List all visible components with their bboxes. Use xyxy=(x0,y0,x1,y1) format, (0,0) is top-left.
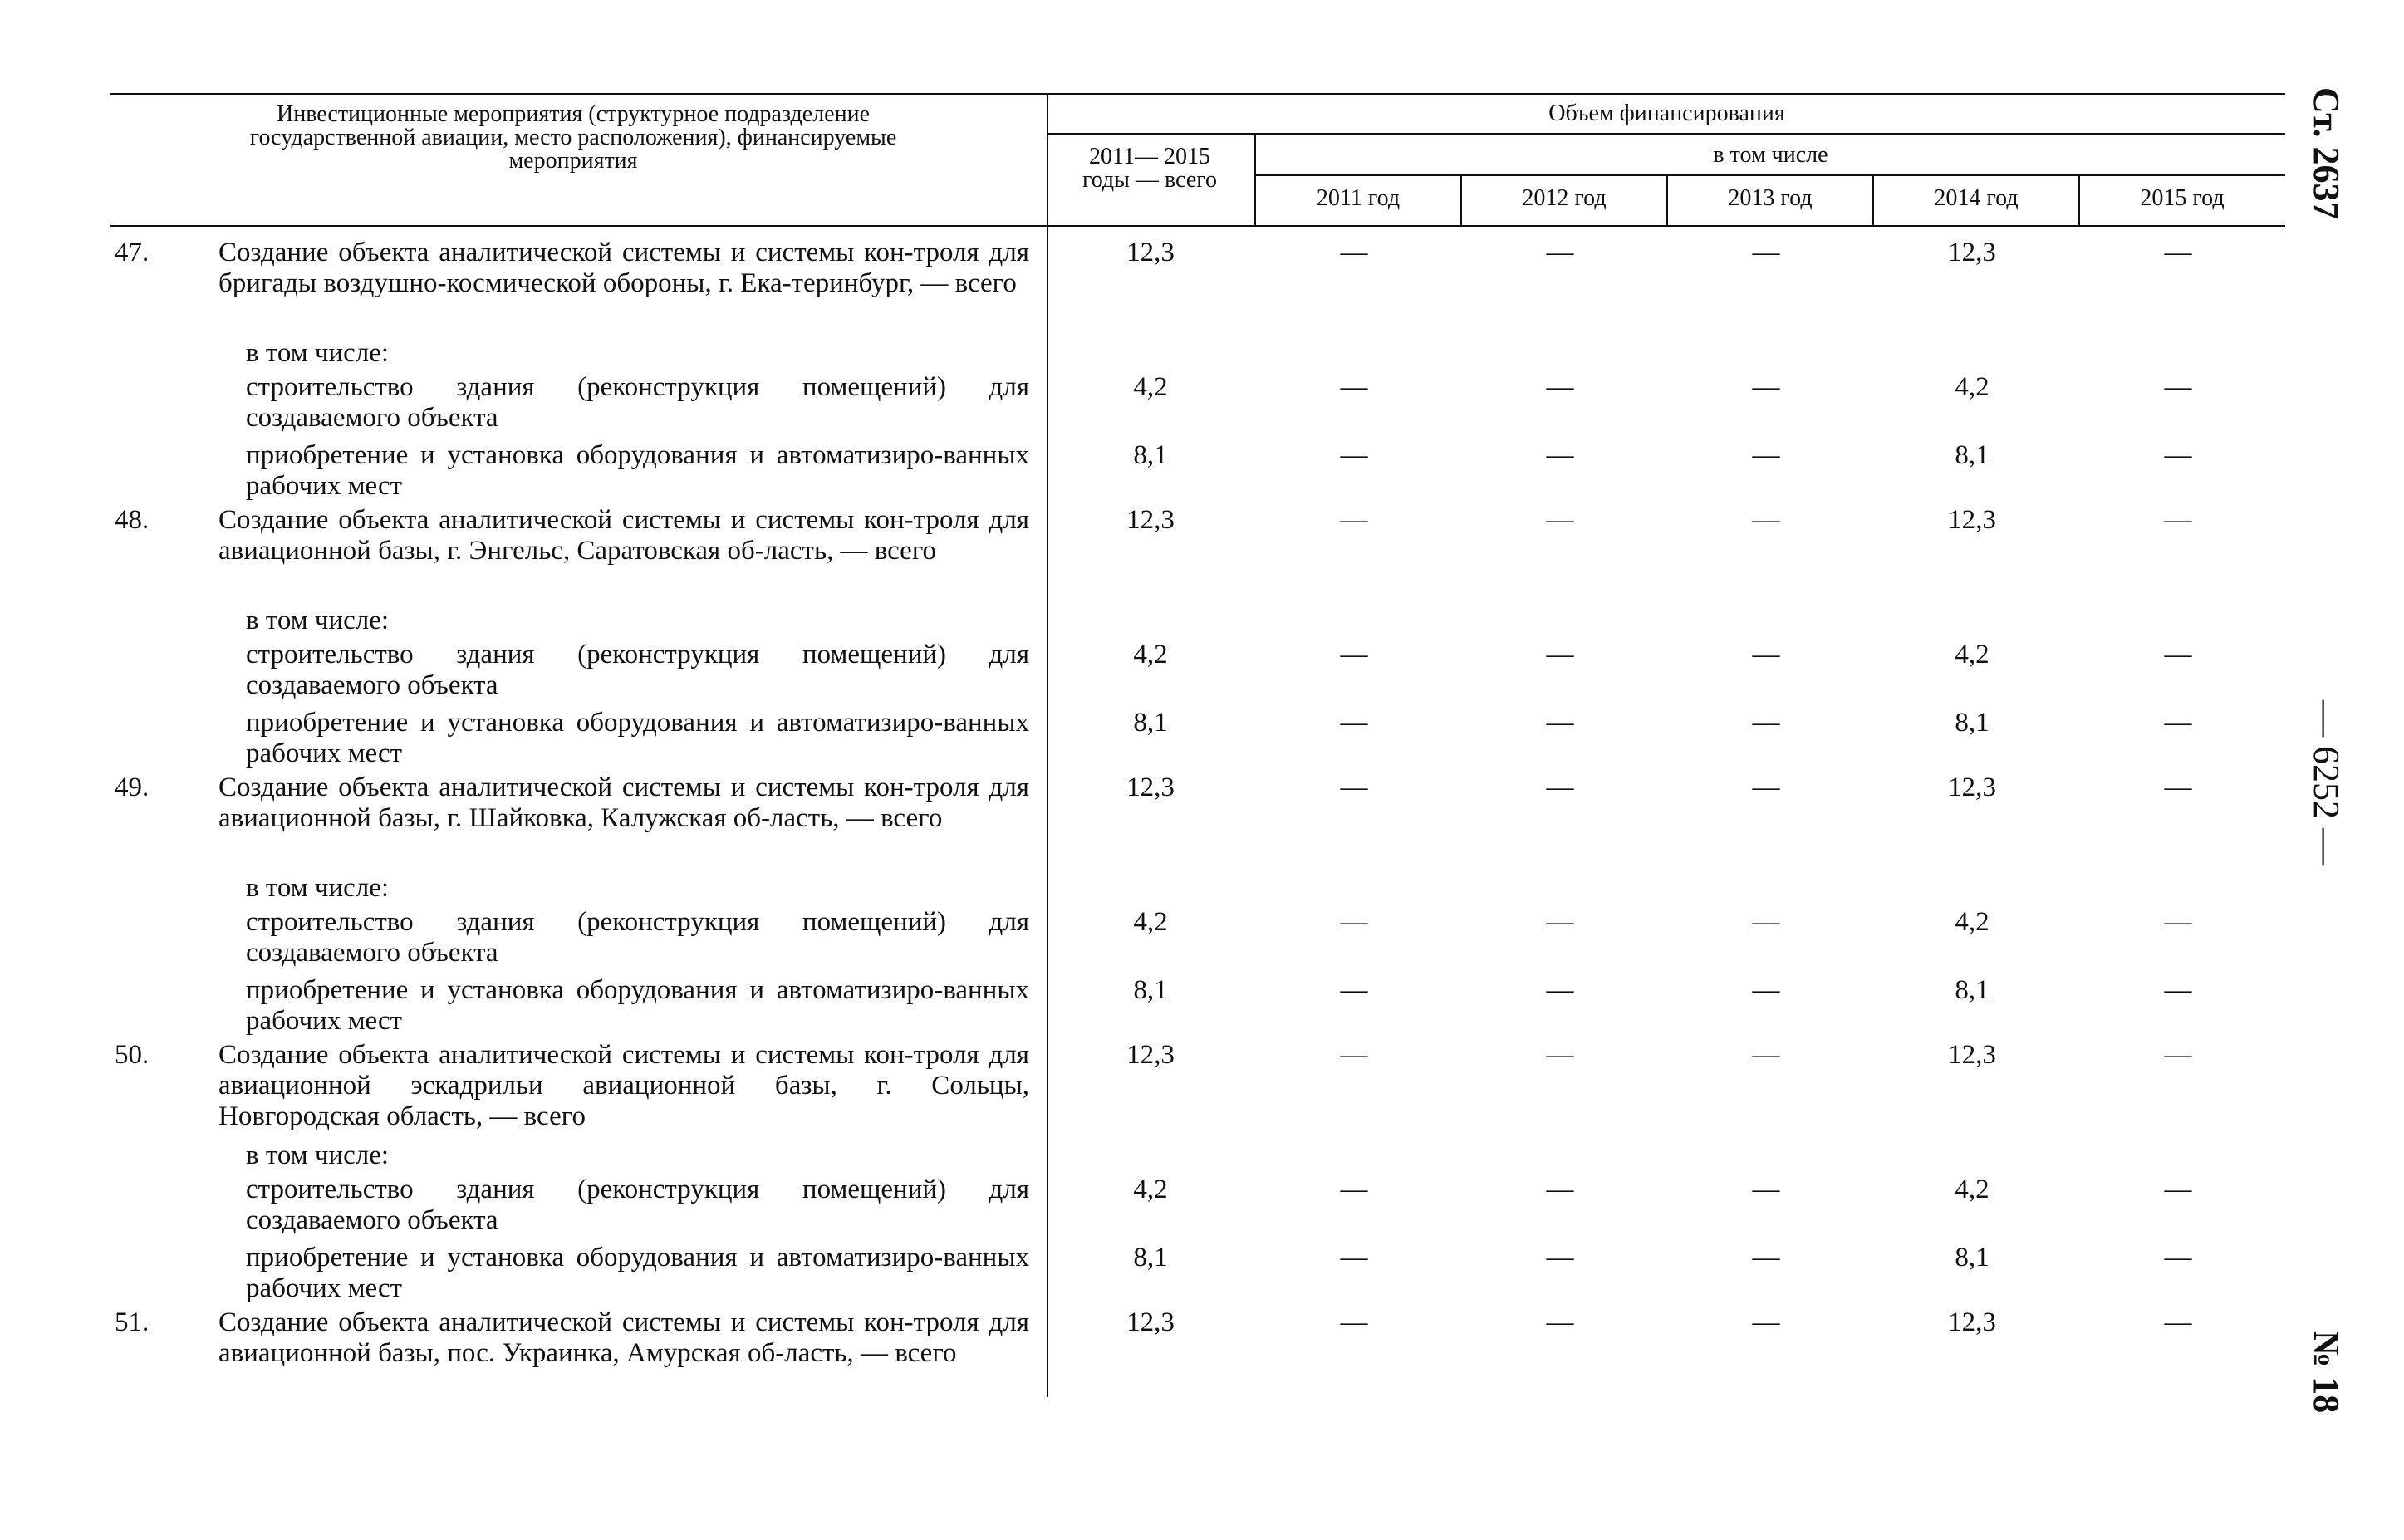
row-subitem-text: строительство здания (реконструкция помещений) для создаваемого объекта xyxy=(246,1175,1029,1235)
cell-year-2015: — xyxy=(2164,238,2192,267)
cell-year-2014: 4,2 xyxy=(1955,372,1989,402)
row-subitem-text: в том числе: xyxy=(246,338,390,368)
cell-year-2011: — xyxy=(1340,772,1368,802)
header-including: в том числе xyxy=(1713,142,1828,168)
cell-year-2013: — xyxy=(1752,708,1780,738)
row-subitem-text: в том числе: xyxy=(246,873,390,903)
cell-year-2011: — xyxy=(1340,1307,1368,1337)
cell-total: 4,2 xyxy=(1133,907,1168,937)
cell-year-2011: — xyxy=(1340,238,1368,267)
cell-year-2011: — xyxy=(1340,907,1368,937)
side-page-ref: Ст. 2637 xyxy=(2306,87,2347,220)
header-activity: Инвестиционные мероприятия (структурное подразделение государственной авиации, место расположения), финансируемые мероприятия xyxy=(249,101,897,174)
row-activity-text: Создание объекта аналитической системы и системы кон-троля для авиационной базы, пос. Украинка, Амурская об-ласть, — всего xyxy=(218,1307,1029,1368)
cell-year-2011: — xyxy=(1340,975,1368,1005)
row-activity-text: Создание объекта аналитической системы и системы кон-троля для бригады воздушно-космической обороны, г. Ека-теринбург, — всего xyxy=(218,238,1029,298)
cell-year-2014: 8,1 xyxy=(1955,1243,1989,1273)
row-number: 47. xyxy=(115,238,150,267)
cell-year-2013: — xyxy=(1752,505,1780,535)
cell-year-2012: — xyxy=(1546,505,1574,535)
cell-year-2012: — xyxy=(1546,975,1574,1005)
cell-year-2015: — xyxy=(2164,975,2192,1005)
cell-year-2015: — xyxy=(2164,640,2192,669)
row-subitem-text: строительство здания (реконструкция помещений) для создаваемого объекта xyxy=(246,640,1029,700)
cell-year-2013: — xyxy=(1752,440,1780,470)
row-number: 48. xyxy=(115,505,150,535)
header-year-2011: 2011 год xyxy=(1316,185,1401,211)
cell-total: 4,2 xyxy=(1133,640,1168,669)
cell-year-2013: — xyxy=(1752,1243,1780,1273)
cell-year-2014: 12,3 xyxy=(1948,772,1996,802)
cell-total: 12,3 xyxy=(1126,238,1175,267)
cell-total: 12,3 xyxy=(1126,1307,1175,1337)
cell-year-2015: — xyxy=(2164,907,2192,937)
cell-year-2014: 8,1 xyxy=(1955,708,1989,738)
cell-year-2013: — xyxy=(1752,1307,1780,1337)
row-number: 50. xyxy=(115,1040,150,1070)
cell-year-2013: — xyxy=(1752,975,1780,1005)
row-subitem-text: в том числе: xyxy=(246,606,390,635)
cell-year-2015: — xyxy=(2164,372,2192,402)
row-activity-text: Создание объекта аналитической системы и системы кон-троля для авиационной базы, г. Энгельс, Саратовская об-ласть, — всего xyxy=(218,505,1029,566)
cell-year-2014: 12,3 xyxy=(1948,1040,1996,1070)
cell-year-2013: — xyxy=(1752,238,1780,267)
header-year-2015: 2015 год xyxy=(2140,185,2225,211)
cell-year-2013: — xyxy=(1752,1040,1780,1070)
cell-year-2014: 4,2 xyxy=(1955,640,1989,669)
cell-year-2014: 8,1 xyxy=(1955,440,1989,470)
cell-year-2011: — xyxy=(1340,1175,1368,1204)
cell-year-2012: — xyxy=(1546,1307,1574,1337)
cell-year-2013: — xyxy=(1752,772,1780,802)
row-subitem-text: строительство здания (реконструкция помещений) для создаваемого объекта xyxy=(246,372,1029,433)
header-year-2013: 2013 год xyxy=(1728,185,1813,211)
row-activity-text: Создание объекта аналитической системы и системы кон-троля для авиационной базы, г. Шайковка, Калужская об-ласть, — всего xyxy=(218,772,1029,833)
cell-total: 8,1 xyxy=(1133,708,1168,738)
row-subitem-text: приобретение и установка оборудования и автоматизиро-ванных рабочих мест xyxy=(246,440,1029,501)
cell-year-2011: — xyxy=(1340,640,1368,669)
cell-year-2014: 12,3 xyxy=(1948,238,1996,267)
row-subitem-text: в том числе: xyxy=(246,1140,390,1170)
cell-year-2014: 4,2 xyxy=(1955,1175,1989,1204)
cell-year-2012: — xyxy=(1546,907,1574,937)
row-subitem-text: строительство здания (реконструкция помещений) для создаваемого объекта xyxy=(246,907,1029,968)
cell-total: 12,3 xyxy=(1126,1040,1175,1070)
cell-year-2012: — xyxy=(1546,1243,1574,1273)
cell-total: 8,1 xyxy=(1133,440,1168,470)
header-rule-funding xyxy=(1047,133,2285,135)
cell-total: 12,3 xyxy=(1126,772,1175,802)
cell-total: 8,1 xyxy=(1133,975,1168,1005)
cell-year-2015: — xyxy=(2164,505,2192,535)
cell-year-2015: — xyxy=(2164,1175,2192,1204)
cell-year-2012: — xyxy=(1546,372,1574,402)
header-funding-title: Объем финансирования xyxy=(1548,101,1785,126)
cell-year-2015: — xyxy=(2164,440,2192,470)
header-bottom-rule xyxy=(110,225,2285,227)
cell-year-2014: 4,2 xyxy=(1955,907,1989,937)
cell-year-2015: — xyxy=(2164,708,2192,738)
row-subitem-text: приобретение и установка оборудования и автоматизиро-ванных рабочих мест xyxy=(246,708,1029,768)
row-subitem-text: приобретение и установка оборудования и автоматизиро-ванных рабочих мест xyxy=(246,1243,1029,1303)
cell-year-2014: 8,1 xyxy=(1955,975,1989,1005)
cell-year-2015: — xyxy=(2164,772,2192,802)
cell-year-2011: — xyxy=(1340,372,1368,402)
cell-total: 12,3 xyxy=(1126,505,1175,535)
row-subitem-text: приобретение и установка оборудования и автоматизиро-ванных рабочих мест xyxy=(246,975,1029,1036)
cell-year-2011: — xyxy=(1340,1243,1368,1273)
cell-year-2011: — xyxy=(1340,708,1368,738)
header-rule-including xyxy=(1254,174,2285,176)
cell-year-2011: — xyxy=(1340,440,1368,470)
header-divider-activity xyxy=(1047,93,1048,1397)
cell-year-2015: — xyxy=(2164,1307,2192,1337)
cell-year-2012: — xyxy=(1546,640,1574,669)
cell-year-2012: — xyxy=(1546,772,1574,802)
header-year-2014: 2014 год xyxy=(1934,185,2019,211)
row-activity-text: Создание объекта аналитической системы и системы кон-троля для авиационной эскадрильи авиационной базы, г. Сольцы, Новгородская область, — всего xyxy=(218,1040,1029,1131)
cell-year-2014: 12,3 xyxy=(1948,1307,1996,1337)
side-page-number: — 6252 — xyxy=(2306,700,2347,865)
cell-year-2011: — xyxy=(1340,505,1368,535)
row-number: 51. xyxy=(115,1307,150,1337)
header-top-rule xyxy=(110,93,2285,95)
cell-year-2013: — xyxy=(1752,372,1780,402)
cell-total: 8,1 xyxy=(1133,1243,1168,1273)
cell-year-2013: — xyxy=(1752,907,1780,937)
cell-year-2012: — xyxy=(1546,1040,1574,1070)
cell-year-2012: — xyxy=(1546,1175,1574,1204)
cell-year-2012: — xyxy=(1546,238,1574,267)
cell-year-2015: — xyxy=(2164,1243,2192,1273)
cell-total: 4,2 xyxy=(1133,1175,1168,1204)
cell-year-2014: 12,3 xyxy=(1948,505,1996,535)
cell-total: 4,2 xyxy=(1133,372,1168,402)
cell-year-2012: — xyxy=(1546,440,1574,470)
cell-year-2012: — xyxy=(1546,708,1574,738)
side-issue: № 18 xyxy=(2306,1331,2347,1414)
cell-year-2015: — xyxy=(2164,1040,2192,1070)
cell-year-2011: — xyxy=(1340,1040,1368,1070)
header-total: 2011— 2015 годы — всего xyxy=(1082,144,1218,193)
cell-year-2013: — xyxy=(1752,1175,1780,1204)
cell-year-2013: — xyxy=(1752,640,1780,669)
row-number: 49. xyxy=(115,772,150,802)
header-year-2012: 2012 год xyxy=(1522,185,1607,211)
